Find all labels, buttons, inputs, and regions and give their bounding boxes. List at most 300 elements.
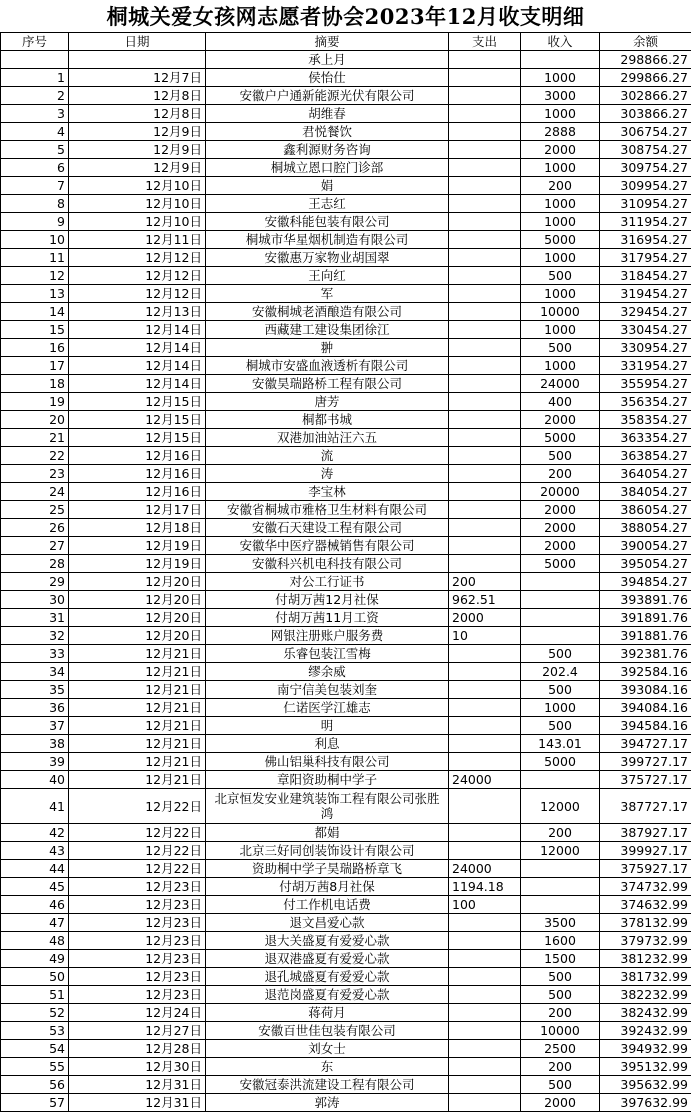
cell-balance[interactable]: 331954.27	[600, 357, 691, 375]
cell-income[interactable]: 500	[521, 1076, 600, 1094]
cell-date[interactable]: 12月31日	[69, 1094, 206, 1112]
cell-expense[interactable]	[449, 231, 521, 249]
cell-no[interactable]: 11	[1, 249, 69, 267]
cell-expense[interactable]	[449, 411, 521, 429]
cell-no[interactable]: 20	[1, 411, 69, 429]
cell-desc[interactable]: 佛山铝巢科技有限公司	[206, 753, 449, 771]
cell-desc[interactable]: 安徽昊瑞路桥工程有限公司	[206, 375, 449, 393]
cell-income[interactable]: 1000	[521, 69, 600, 87]
cell-expense[interactable]	[449, 177, 521, 195]
cell-income[interactable]: 1000	[521, 213, 600, 231]
cell-balance[interactable]: 397632.99	[600, 1094, 691, 1112]
cell-expense[interactable]	[449, 519, 521, 537]
cell-income[interactable]: 500	[521, 986, 600, 1004]
cell-date[interactable]: 12月10日	[69, 213, 206, 231]
cell-date[interactable]: 12月12日	[69, 249, 206, 267]
cell-expense[interactable]	[449, 986, 521, 1004]
cell-balance[interactable]: 375927.17	[600, 860, 691, 878]
cell-no[interactable]: 9	[1, 213, 69, 231]
cell-desc[interactable]: 军	[206, 285, 449, 303]
cell-expense[interactable]	[449, 663, 521, 681]
cell-desc[interactable]: 缪余威	[206, 663, 449, 681]
cell-expense[interactable]	[449, 537, 521, 555]
cell-date[interactable]	[69, 51, 206, 69]
cell-desc[interactable]: 流	[206, 447, 449, 465]
cell-balance[interactable]: 317954.27	[600, 249, 691, 267]
cell-no[interactable]: 12	[1, 267, 69, 285]
cell-date[interactable]: 12月23日	[69, 986, 206, 1004]
cell-income[interactable]: 400	[521, 393, 600, 411]
cell-income[interactable]	[521, 573, 600, 591]
cell-expense[interactable]	[449, 824, 521, 842]
cell-no[interactable]: 4	[1, 123, 69, 141]
cell-expense[interactable]	[449, 393, 521, 411]
cell-no[interactable]: 29	[1, 573, 69, 591]
cell-expense[interactable]	[449, 1076, 521, 1094]
cell-date[interactable]: 12月16日	[69, 483, 206, 501]
cell-expense[interactable]	[449, 501, 521, 519]
cell-expense[interactable]	[449, 303, 521, 321]
cell-desc[interactable]: 桐城立恩口腔门诊部	[206, 159, 449, 177]
cell-desc[interactable]: 安徽冠泰洪流建设工程有限公司	[206, 1076, 449, 1094]
cell-desc[interactable]: 资助桐中学子昊瑞路桥章飞	[206, 860, 449, 878]
cell-desc[interactable]: 郭涛	[206, 1094, 449, 1112]
cell-date[interactable]: 12月21日	[69, 645, 206, 663]
cell-balance[interactable]: 318454.27	[600, 267, 691, 285]
cell-date[interactable]: 12月23日	[69, 896, 206, 914]
cell-desc[interactable]: 安徽科兴机电科技有限公司	[206, 555, 449, 573]
cell-date[interactable]: 12月28日	[69, 1040, 206, 1058]
cell-desc[interactable]: 退大关盛夏有爱爱心款	[206, 932, 449, 950]
cell-desc[interactable]: 侯怡仕	[206, 69, 449, 87]
cell-balance[interactable]: 384054.27	[600, 483, 691, 501]
cell-date[interactable]: 12月11日	[69, 231, 206, 249]
cell-no[interactable]: 50	[1, 968, 69, 986]
cell-no[interactable]: 14	[1, 303, 69, 321]
cell-date[interactable]: 12月18日	[69, 519, 206, 537]
cell-income[interactable]: 500	[521, 645, 600, 663]
cell-expense[interactable]: 200	[449, 573, 521, 591]
cell-balance[interactable]: 394084.16	[600, 699, 691, 717]
cell-balance[interactable]: 382432.99	[600, 1004, 691, 1022]
cell-income[interactable]: 2000	[521, 411, 600, 429]
cell-date[interactable]: 12月20日	[69, 573, 206, 591]
cell-date[interactable]: 12月14日	[69, 339, 206, 357]
cell-no[interactable]: 47	[1, 914, 69, 932]
cell-date[interactable]: 12月22日	[69, 860, 206, 878]
cell-desc[interactable]: 安徽桐城老酒酿造有限公司	[206, 303, 449, 321]
cell-balance[interactable]: 299866.27	[600, 69, 691, 87]
cell-date[interactable]: 12月9日	[69, 141, 206, 159]
cell-expense[interactable]	[449, 465, 521, 483]
cell-balance[interactable]: 386054.27	[600, 501, 691, 519]
cell-income[interactable]: 1500	[521, 950, 600, 968]
cell-desc[interactable]: 利息	[206, 735, 449, 753]
cell-date[interactable]: 12月8日	[69, 87, 206, 105]
cell-date[interactable]: 12月23日	[69, 932, 206, 950]
cell-desc[interactable]: 章阳资助桐中学子	[206, 771, 449, 789]
cell-date[interactable]: 12月14日	[69, 375, 206, 393]
cell-balance[interactable]: 392584.16	[600, 663, 691, 681]
cell-balance[interactable]: 378132.99	[600, 914, 691, 932]
cell-income[interactable]: 5000	[521, 753, 600, 771]
cell-desc[interactable]: 蒋荷月	[206, 1004, 449, 1022]
cell-income[interactable]: 500	[521, 717, 600, 735]
cell-date[interactable]: 12月9日	[69, 159, 206, 177]
cell-desc[interactable]: 东	[206, 1058, 449, 1076]
cell-date[interactable]: 12月21日	[69, 699, 206, 717]
cell-date[interactable]: 12月15日	[69, 411, 206, 429]
cell-expense[interactable]	[449, 69, 521, 87]
cell-date[interactable]: 12月22日	[69, 789, 206, 824]
cell-income[interactable]: 3500	[521, 914, 600, 932]
cell-desc[interactable]: 桐都书城	[206, 411, 449, 429]
cell-date[interactable]: 12月14日	[69, 357, 206, 375]
cell-no[interactable]: 49	[1, 950, 69, 968]
cell-income[interactable]: 5000	[521, 429, 600, 447]
cell-date[interactable]: 12月22日	[69, 842, 206, 860]
cell-income[interactable]: 2500	[521, 1040, 600, 1058]
cell-balance[interactable]: 395054.27	[600, 555, 691, 573]
cell-balance[interactable]: 387927.17	[600, 824, 691, 842]
col-header-expense[interactable]: 支出	[449, 33, 521, 51]
cell-income[interactable]: 1000	[521, 285, 600, 303]
cell-expense[interactable]	[449, 932, 521, 950]
cell-income[interactable]: 500	[521, 267, 600, 285]
cell-income[interactable]: 1000	[521, 195, 600, 213]
cell-no[interactable]: 32	[1, 627, 69, 645]
cell-balance[interactable]: 358354.27	[600, 411, 691, 429]
cell-expense[interactable]: 962.51	[449, 591, 521, 609]
cell-desc[interactable]: 退文昌爱心款	[206, 914, 449, 932]
cell-balance[interactable]: 311954.27	[600, 213, 691, 231]
cell-income[interactable]	[521, 591, 600, 609]
cell-date[interactable]: 12月10日	[69, 195, 206, 213]
cell-desc[interactable]: 都娟	[206, 824, 449, 842]
cell-balance[interactable]: 308754.27	[600, 141, 691, 159]
cell-income[interactable]: 500	[521, 968, 600, 986]
cell-income[interactable]: 200	[521, 1004, 600, 1022]
cell-desc[interactable]: 退范岗盛夏有爱爱心款	[206, 986, 449, 1004]
col-header-no[interactable]: 序号	[1, 33, 69, 51]
cell-balance[interactable]: 387727.17	[600, 789, 691, 824]
cell-income[interactable]: 12000	[521, 789, 600, 824]
cell-balance[interactable]: 381232.99	[600, 950, 691, 968]
col-header-balance[interactable]: 余额	[600, 33, 691, 51]
cell-expense[interactable]	[449, 842, 521, 860]
cell-no[interactable]: 44	[1, 860, 69, 878]
cell-desc[interactable]: 网银注册账户服务费	[206, 627, 449, 645]
cell-desc[interactable]: 北京恒发安业建筑装饰工程有限公司张胜鸿	[206, 789, 449, 824]
cell-date[interactable]: 12月19日	[69, 555, 206, 573]
cell-no[interactable]: 30	[1, 591, 69, 609]
cell-no[interactable]: 40	[1, 771, 69, 789]
cell-no[interactable]: 8	[1, 195, 69, 213]
cell-expense[interactable]	[449, 195, 521, 213]
cell-desc[interactable]: 王向红	[206, 267, 449, 285]
cell-no[interactable]: 53	[1, 1022, 69, 1040]
cell-date[interactable]: 12月21日	[69, 681, 206, 699]
cell-date[interactable]: 12月20日	[69, 627, 206, 645]
cell-expense[interactable]	[449, 141, 521, 159]
cell-date[interactable]: 12月23日	[69, 914, 206, 932]
cell-expense[interactable]	[449, 483, 521, 501]
cell-income[interactable]	[521, 51, 600, 69]
cell-desc[interactable]: 北京三好同创装饰设计有限公司	[206, 842, 449, 860]
cell-balance[interactable]: 393891.76	[600, 591, 691, 609]
cell-income[interactable]: 24000	[521, 375, 600, 393]
cell-no[interactable]: 22	[1, 447, 69, 465]
cell-no[interactable]: 33	[1, 645, 69, 663]
cell-desc[interactable]: 仁诺医学江雄志	[206, 699, 449, 717]
cell-expense[interactable]	[449, 123, 521, 141]
cell-date[interactable]: 12月9日	[69, 123, 206, 141]
cell-income[interactable]	[521, 878, 600, 896]
cell-no[interactable]: 25	[1, 501, 69, 519]
cell-income[interactable]	[521, 860, 600, 878]
cell-desc[interactable]: 明	[206, 717, 449, 735]
cell-desc[interactable]: 安徽百世佳包装有限公司	[206, 1022, 449, 1040]
cell-no[interactable]: 46	[1, 896, 69, 914]
cell-date[interactable]: 12月23日	[69, 878, 206, 896]
cell-desc[interactable]: 安徽省桐城市雅格卫生材料有限公司	[206, 501, 449, 519]
cell-no[interactable]: 21	[1, 429, 69, 447]
cell-expense[interactable]	[449, 321, 521, 339]
cell-income[interactable]: 200	[521, 1058, 600, 1076]
cell-balance[interactable]: 395632.99	[600, 1076, 691, 1094]
cell-date[interactable]: 12月30日	[69, 1058, 206, 1076]
cell-balance[interactable]: 302866.27	[600, 87, 691, 105]
cell-date[interactable]: 12月21日	[69, 717, 206, 735]
cell-desc[interactable]: 安徽石天建设工程有限公司	[206, 519, 449, 537]
cell-no[interactable]: 35	[1, 681, 69, 699]
cell-balance[interactable]: 303866.27	[600, 105, 691, 123]
cell-balance[interactable]: 381732.99	[600, 968, 691, 986]
cell-balance[interactable]: 392432.99	[600, 1022, 691, 1040]
cell-no[interactable]	[1, 51, 69, 69]
cell-desc[interactable]: 唐芳	[206, 393, 449, 411]
cell-no[interactable]: 5	[1, 141, 69, 159]
cell-balance[interactable]: 392381.76	[600, 645, 691, 663]
cell-desc[interactable]: 安徽户户通新能源光伏有限公司	[206, 87, 449, 105]
cell-balance[interactable]: 364054.27	[600, 465, 691, 483]
cell-balance[interactable]: 390054.27	[600, 537, 691, 555]
cell-income[interactable]	[521, 627, 600, 645]
cell-desc[interactable]: 对公工行证书	[206, 573, 449, 591]
cell-income[interactable]: 10000	[521, 1022, 600, 1040]
cell-income[interactable]: 12000	[521, 842, 600, 860]
cell-expense[interactable]	[449, 789, 521, 824]
cell-date[interactable]: 12月24日	[69, 1004, 206, 1022]
cell-desc[interactable]: 娟	[206, 177, 449, 195]
cell-balance[interactable]: 391891.76	[600, 609, 691, 627]
cell-income[interactable]: 2000	[521, 141, 600, 159]
cell-balance[interactable]: 394727.17	[600, 735, 691, 753]
cell-desc[interactable]: 承上月	[206, 51, 449, 69]
cell-income[interactable]: 2000	[521, 519, 600, 537]
cell-income[interactable]: 2000	[521, 537, 600, 555]
cell-no[interactable]: 1	[1, 69, 69, 87]
cell-income[interactable]: 5000	[521, 555, 600, 573]
cell-income[interactable]: 200	[521, 824, 600, 842]
cell-no[interactable]: 16	[1, 339, 69, 357]
cell-expense[interactable]: 2000	[449, 609, 521, 627]
cell-balance[interactable]: 395132.99	[600, 1058, 691, 1076]
cell-balance[interactable]: 399927.17	[600, 842, 691, 860]
cell-date[interactable]: 12月14日	[69, 321, 206, 339]
cell-expense[interactable]	[449, 1004, 521, 1022]
cell-balance[interactable]: 379732.99	[600, 932, 691, 950]
cell-expense[interactable]	[449, 645, 521, 663]
cell-desc[interactable]: 乐睿包装江雪梅	[206, 645, 449, 663]
cell-desc[interactable]: 付胡万茜11月工资	[206, 609, 449, 627]
cell-expense[interactable]	[449, 105, 521, 123]
cell-income[interactable]: 1000	[521, 357, 600, 375]
cell-desc[interactable]: 翀	[206, 339, 449, 357]
cell-no[interactable]: 2	[1, 87, 69, 105]
cell-expense[interactable]	[449, 267, 521, 285]
cell-income[interactable]: 3000	[521, 87, 600, 105]
cell-no[interactable]: 31	[1, 609, 69, 627]
cell-no[interactable]: 48	[1, 932, 69, 950]
cell-no[interactable]: 24	[1, 483, 69, 501]
cell-income[interactable]: 2000	[521, 501, 600, 519]
cell-no[interactable]: 23	[1, 465, 69, 483]
cell-balance[interactable]: 356354.27	[600, 393, 691, 411]
cell-desc[interactable]: 桐城市安盛血液透析有限公司	[206, 357, 449, 375]
cell-expense[interactable]	[449, 1094, 521, 1112]
cell-expense[interactable]	[449, 159, 521, 177]
cell-income[interactable]: 200	[521, 465, 600, 483]
cell-income[interactable]	[521, 609, 600, 627]
cell-expense[interactable]	[449, 213, 521, 231]
cell-date[interactable]: 12月23日	[69, 968, 206, 986]
cell-no[interactable]: 55	[1, 1058, 69, 1076]
cell-balance[interactable]: 310954.27	[600, 195, 691, 213]
cell-income[interactable]: 10000	[521, 303, 600, 321]
cell-desc[interactable]: 付工作机电话费	[206, 896, 449, 914]
cell-expense[interactable]	[449, 1040, 521, 1058]
cell-balance[interactable]: 319454.27	[600, 285, 691, 303]
cell-no[interactable]: 7	[1, 177, 69, 195]
cell-no[interactable]: 41	[1, 789, 69, 824]
cell-expense[interactable]	[449, 447, 521, 465]
cell-balance[interactable]: 388054.27	[600, 519, 691, 537]
cell-expense[interactable]	[449, 1022, 521, 1040]
cell-balance[interactable]: 309954.27	[600, 177, 691, 195]
cell-balance[interactable]: 374732.99	[600, 878, 691, 896]
cell-expense[interactable]	[449, 1058, 521, 1076]
cell-balance[interactable]: 393084.16	[600, 681, 691, 699]
cell-date[interactable]: 12月22日	[69, 824, 206, 842]
cell-income[interactable]: 5000	[521, 231, 600, 249]
cell-desc[interactable]: 付胡万茜12月社保	[206, 591, 449, 609]
cell-balance[interactable]: 355954.27	[600, 375, 691, 393]
cell-date[interactable]: 12月16日	[69, 447, 206, 465]
cell-date[interactable]: 12月21日	[69, 735, 206, 753]
cell-balance[interactable]: 399727.17	[600, 753, 691, 771]
cell-no[interactable]: 3	[1, 105, 69, 123]
cell-no[interactable]: 28	[1, 555, 69, 573]
cell-balance[interactable]: 330454.27	[600, 321, 691, 339]
cell-expense[interactable]: 24000	[449, 860, 521, 878]
cell-date[interactable]: 12月21日	[69, 753, 206, 771]
cell-desc[interactable]: 南宁信美包装刘奎	[206, 681, 449, 699]
cell-no[interactable]: 57	[1, 1094, 69, 1112]
cell-no[interactable]: 43	[1, 842, 69, 860]
cell-date[interactable]: 12月12日	[69, 285, 206, 303]
cell-no[interactable]: 18	[1, 375, 69, 393]
cell-desc[interactable]: 退孔城盛夏有爱爱心款	[206, 968, 449, 986]
cell-expense[interactable]	[449, 555, 521, 573]
cell-no[interactable]: 10	[1, 231, 69, 249]
cell-no[interactable]: 37	[1, 717, 69, 735]
cell-expense[interactable]	[449, 735, 521, 753]
cell-balance[interactable]: 309754.27	[600, 159, 691, 177]
cell-date[interactable]: 12月19日	[69, 537, 206, 555]
cell-expense[interactable]: 1194.18	[449, 878, 521, 896]
cell-balance[interactable]: 329454.27	[600, 303, 691, 321]
cell-income[interactable]: 1000	[521, 159, 600, 177]
cell-expense[interactable]	[449, 753, 521, 771]
col-header-income[interactable]: 收入	[521, 33, 600, 51]
cell-no[interactable]: 34	[1, 663, 69, 681]
cell-income[interactable]: 20000	[521, 483, 600, 501]
cell-no[interactable]: 6	[1, 159, 69, 177]
cell-income[interactable]: 143.01	[521, 735, 600, 753]
cell-income[interactable]: 200	[521, 177, 600, 195]
cell-no[interactable]: 42	[1, 824, 69, 842]
cell-income[interactable]: 2000	[521, 1094, 600, 1112]
cell-desc[interactable]: 西藏建工建设集团徐江	[206, 321, 449, 339]
cell-expense[interactable]	[449, 87, 521, 105]
cell-date[interactable]: 12月16日	[69, 465, 206, 483]
cell-date[interactable]: 12月10日	[69, 177, 206, 195]
cell-expense[interactable]	[449, 968, 521, 986]
cell-expense[interactable]: 100	[449, 896, 521, 914]
cell-date[interactable]: 12月15日	[69, 393, 206, 411]
cell-date[interactable]: 12月23日	[69, 950, 206, 968]
cell-expense[interactable]	[449, 339, 521, 357]
cell-desc[interactable]: 桐城市华星烟机制造有限公司	[206, 231, 449, 249]
cell-income[interactable]: 1600	[521, 932, 600, 950]
cell-expense[interactable]	[449, 357, 521, 375]
cell-expense[interactable]	[449, 681, 521, 699]
cell-balance[interactable]: 363854.27	[600, 447, 691, 465]
cell-no[interactable]: 13	[1, 285, 69, 303]
cell-no[interactable]: 51	[1, 986, 69, 1004]
cell-expense[interactable]	[449, 429, 521, 447]
cell-income[interactable]	[521, 771, 600, 789]
cell-desc[interactable]: 退双港盛夏有爱爱心款	[206, 950, 449, 968]
cell-income[interactable]: 1000	[521, 699, 600, 717]
cell-date[interactable]: 12月27日	[69, 1022, 206, 1040]
cell-expense[interactable]	[449, 249, 521, 267]
cell-balance[interactable]: 394932.99	[600, 1040, 691, 1058]
cell-balance[interactable]: 394584.16	[600, 717, 691, 735]
cell-no[interactable]: 26	[1, 519, 69, 537]
cell-income[interactable]: 1000	[521, 105, 600, 123]
cell-desc[interactable]: 安徽华中医疗器械销售有限公司	[206, 537, 449, 555]
cell-income[interactable]: 500	[521, 447, 600, 465]
cell-no[interactable]: 15	[1, 321, 69, 339]
cell-balance[interactable]: 391881.76	[600, 627, 691, 645]
cell-expense[interactable]	[449, 285, 521, 303]
cell-no[interactable]: 19	[1, 393, 69, 411]
cell-date[interactable]: 12月12日	[69, 267, 206, 285]
cell-income[interactable]: 2888	[521, 123, 600, 141]
cell-date[interactable]: 12月13日	[69, 303, 206, 321]
